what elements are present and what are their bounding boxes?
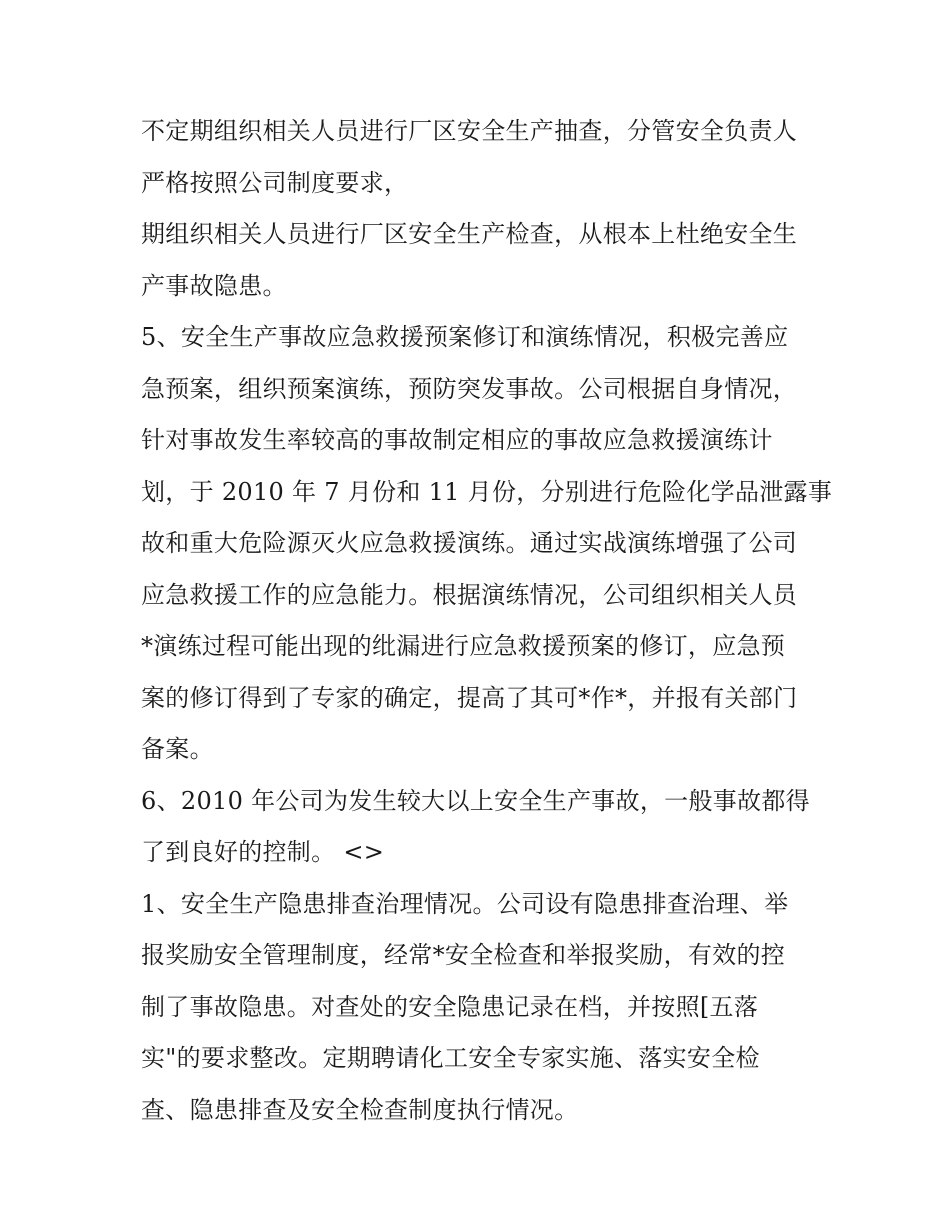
text-line-5: 5、安全生产事故应急救援预案修订和演练情况，积极完善应 <box>141 323 789 351</box>
text-line-12: 案的修订得到了专家的确定，提高了其可*作*，并报有关部门 <box>141 683 798 712</box>
text-line-1: 不定期组织相关人员进行厂区安全生产抽查，分管安全负责人 <box>141 117 798 145</box>
text-line-4: 产事故隐患。 <box>141 271 287 300</box>
text-line-16: 1、安全生产隐患排查治理情况。公司设有隐患排查治理、举 <box>141 889 789 918</box>
text-line-14: 6、2010 年公司为发生较大以上安全生产事故，一般事故都得 <box>141 786 810 815</box>
text-line-2: 严格按照公司制度要求， <box>141 168 409 197</box>
text-line-10: 应急救援工作的应急能力。根据演练情况，公司组织相关人员 <box>141 580 798 609</box>
text-line-9: 故和重大危险源灭火应急救援演练。通过实战演练增强了公司 <box>141 529 798 557</box>
text-line-3: 期组织相关人员进行厂区安全生产检查，从根本上杜绝安全生 <box>141 220 798 248</box>
text-line-20: 查、隐患排查及安全检查制度执行情况。 <box>141 1095 579 1124</box>
text-line-13: 备案。 <box>141 735 214 763</box>
text-line-6: 急预案，组织预案演练，预防突发事故。公司根据自身情况， <box>141 374 798 403</box>
text-line-19: 实"的要求整改。定期聘请化工安全专家实施、落实安全检 <box>141 1044 760 1072</box>
text-line-17: 报奖励安全管理制度，经常*安全检查和举报奖励，有效的控 <box>141 941 786 969</box>
text-line-7: 针对事故发生率较高的事故制定相应的事故应急救援演练计 <box>141 426 773 454</box>
text-line-18: 制了事故隐患。对查处的安全隐患记录在档，并按照[五落 <box>141 992 759 1021</box>
document-body <box>141 106 833 1136</box>
text-line-15: 了到良好的控制。 <> <box>141 838 385 866</box>
text-line-11: *演练过程可能出现的纰漏进行应急救援预案的修订，应急预 <box>141 632 786 660</box>
text-line-8: 划，于 2010 年 7 月份和 11 月份，分别进行危险化学品泄露事 <box>141 477 833 506</box>
